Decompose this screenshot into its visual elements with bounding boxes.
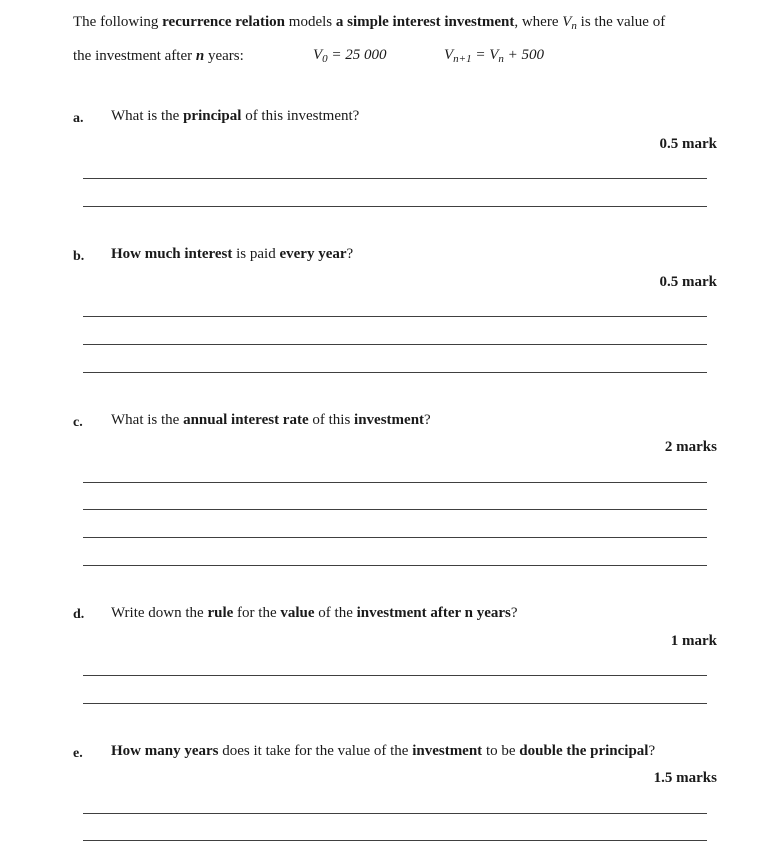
answer-line[interactable] (83, 482, 707, 483)
marks-label: 0.5 mark (659, 274, 717, 290)
math-subscript: 0 (322, 53, 328, 65)
question-text-bold: every year (279, 246, 347, 262)
intro-bold: n (195, 48, 205, 64)
question-text-bold: investment (412, 743, 483, 759)
question-text (111, 246, 353, 263)
question-text-bold: rule (207, 605, 234, 621)
intro-text: models (285, 14, 336, 30)
equation-recurrence (444, 47, 544, 64)
answer-line[interactable] (83, 703, 707, 704)
question-text-part: Write down the (111, 605, 208, 621)
question-text-part: of this (308, 412, 355, 428)
question-letter: e. (73, 746, 83, 761)
question-text (111, 605, 518, 622)
intro-text: The following (73, 14, 163, 30)
question-text-bold: annual interest rate (183, 412, 309, 428)
intro-line-2 (73, 48, 244, 65)
math-expression: + 500 (503, 47, 545, 63)
question-text-part: ? (424, 412, 431, 428)
answer-line[interactable] (83, 316, 707, 317)
question-letter: c. (73, 415, 83, 430)
question-text-part: does it take for the value of the (218, 743, 413, 759)
question-text-part: ? (346, 246, 354, 262)
intro-text: , where (514, 14, 563, 30)
question-text (111, 412, 431, 429)
answer-line[interactable] (83, 537, 707, 538)
math-subscript: n (498, 53, 504, 65)
question-text-bold: How many years (111, 743, 219, 759)
question-letter: d. (73, 607, 85, 622)
question-letter: b. (73, 249, 85, 264)
math-variable: V (562, 14, 572, 30)
question-text-part: What is the (111, 108, 184, 124)
answer-line[interactable] (83, 509, 707, 510)
marks-label: 1 mark (670, 633, 717, 649)
question-text-part: for the (233, 605, 281, 621)
question-text-part: What is the (111, 412, 184, 428)
intro-bold: recurrence relation (162, 14, 286, 30)
intro-text: years: (204, 48, 244, 64)
intro-bold: a simple interest investment (335, 14, 515, 30)
math-subscript: n (571, 20, 577, 32)
question-text (111, 743, 655, 760)
question-text-bold: investment after n years (356, 605, 511, 621)
math-expression: = V (471, 47, 499, 63)
math-variable: V (313, 47, 323, 63)
equation-initial (313, 47, 387, 64)
question-text-part: is paid (232, 246, 280, 262)
question-text-bold: investment (354, 412, 425, 428)
marks-label: 0.5 mark (659, 136, 717, 152)
answer-line[interactable] (83, 813, 707, 814)
question-text-bold: How much interest (111, 246, 233, 262)
intro-text: the investment after (73, 48, 196, 64)
question-text-bold: value (280, 605, 315, 621)
math-variable: V (444, 47, 454, 63)
question-text-part: ? (648, 743, 656, 759)
answer-line[interactable] (83, 344, 707, 345)
question-text-part: of the (314, 605, 357, 621)
marks-label: 1.5 marks (653, 770, 717, 786)
marks-label: 2 marks (664, 439, 717, 455)
answer-line[interactable] (83, 675, 707, 676)
question-text-part: to be (482, 743, 520, 759)
answer-line[interactable] (83, 840, 707, 841)
math-expression: = 25 000 (327, 47, 387, 63)
answer-line[interactable] (83, 178, 707, 179)
question-letter: a. (73, 111, 84, 126)
answer-line[interactable] (83, 565, 707, 566)
question-text-bold: double the principal (519, 743, 649, 759)
question-text-bold: principal (183, 108, 242, 124)
question-text (111, 108, 359, 125)
answer-line[interactable] (83, 372, 707, 373)
answer-line[interactable] (83, 206, 707, 207)
question-text-part: of this investment? (241, 108, 360, 124)
math-subscript: n+1 (453, 53, 472, 65)
intro-line-1 (73, 14, 665, 31)
question-text-part: ? (510, 605, 518, 621)
intro-text: is the value of (576, 14, 666, 30)
